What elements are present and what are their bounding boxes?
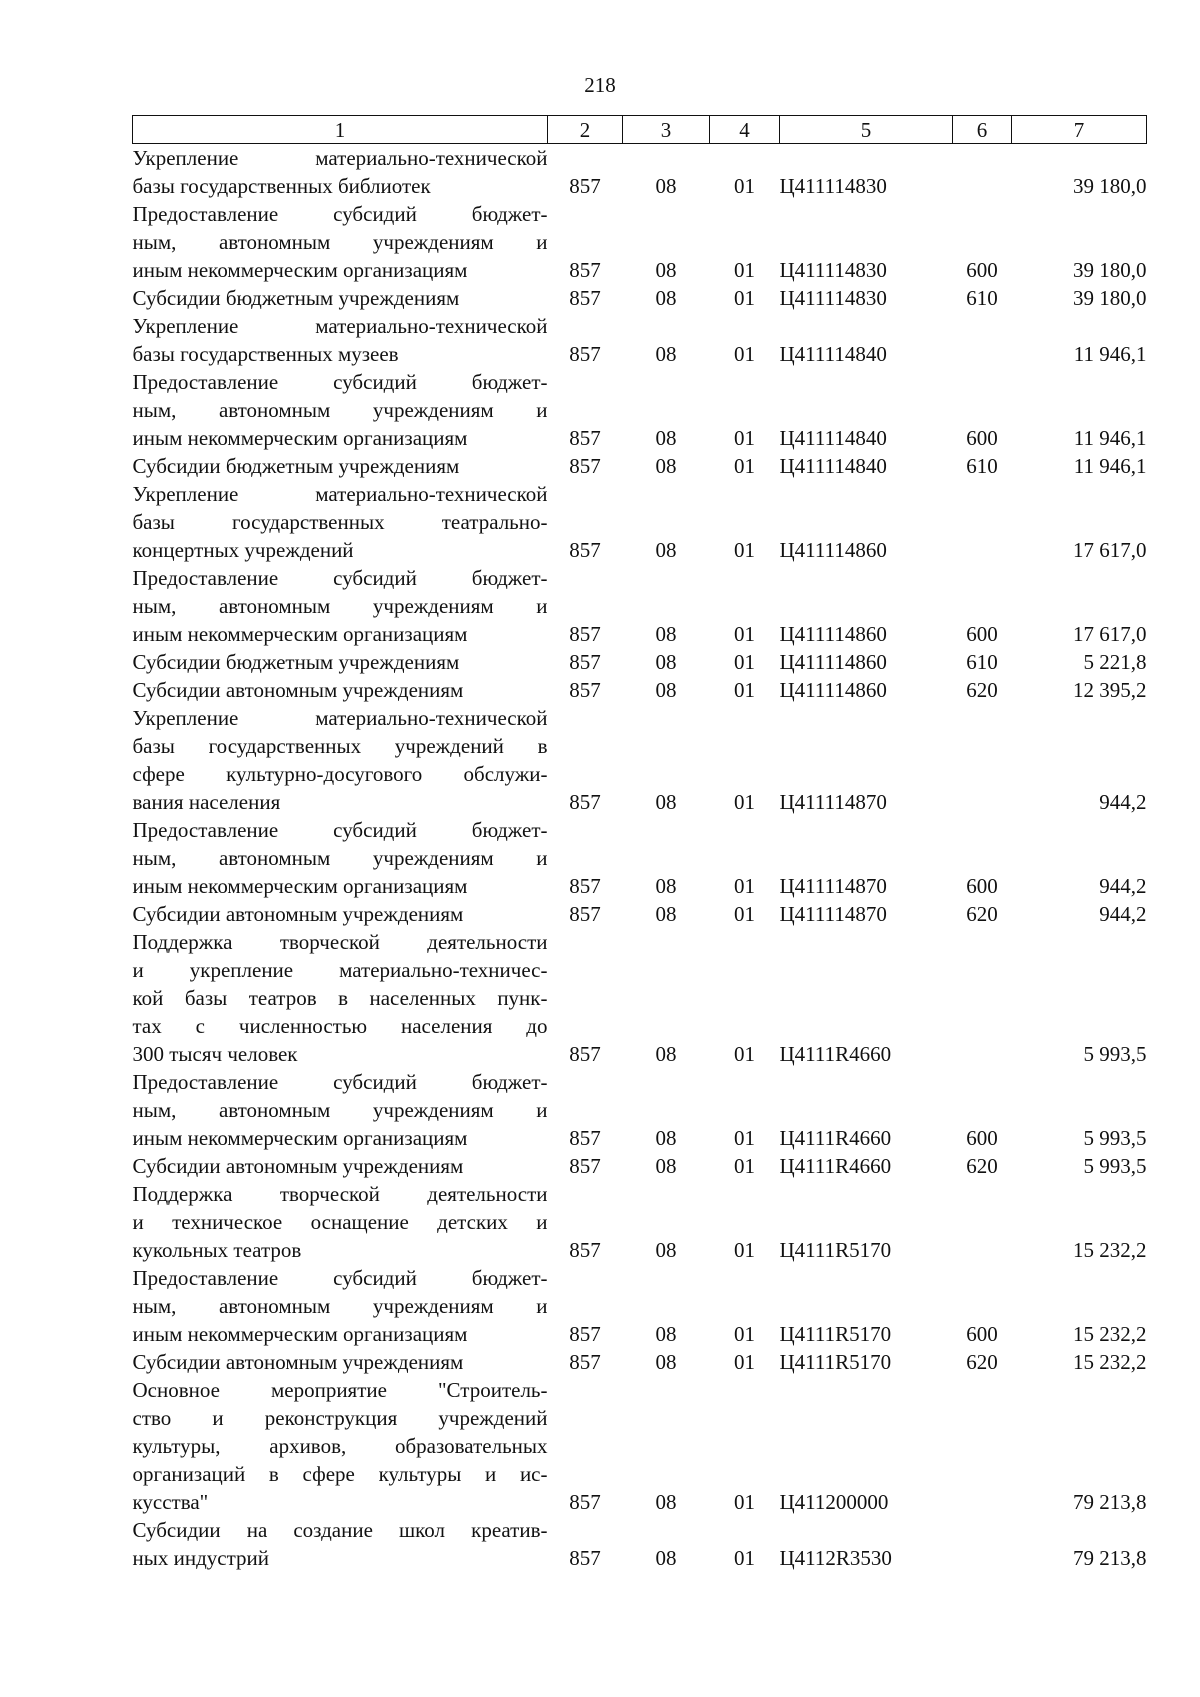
row-name <box>133 928 548 1068</box>
expense-type-code <box>953 1516 1012 1572</box>
section-code: 08 <box>655 678 677 702</box>
section-code: 08 <box>655 790 677 814</box>
row-name <box>133 200 548 284</box>
row-name <box>133 452 548 480</box>
row-name <box>133 1376 548 1516</box>
section-code: 08 <box>655 1126 677 1150</box>
subsection-code: 01 <box>734 874 755 898</box>
row-name-line: Укрепление материально-технической <box>132 706 548 730</box>
target-article-code: Ц4111R4660 <box>779 1126 892 1150</box>
table-row <box>133 284 1147 312</box>
target-article-code: Ц4111R5170 <box>779 1238 892 1262</box>
row-name-line: иным некоммерческим организациям <box>132 1126 468 1150</box>
row-name <box>133 704 548 816</box>
amount: 11 946,1 <box>1073 342 1147 366</box>
target-article-code: Ц411114860 <box>779 678 887 702</box>
row-name-line: кукольных театров <box>132 1238 302 1262</box>
ministry-code: 857 <box>569 1546 601 1570</box>
subsection-code: 01 <box>734 1350 755 1374</box>
section-code: 08 <box>655 342 677 366</box>
row-name-line: и укрепление материально-техничес- <box>132 958 548 982</box>
subsection-code: 01 <box>734 286 755 310</box>
amount: 17 617,0 <box>1073 538 1147 562</box>
amount: 15 232,2 <box>1073 1238 1147 1262</box>
row-name-line: Предоставление субсидий бюджет- <box>132 370 548 394</box>
section-code: 08 <box>655 1350 677 1374</box>
column-header-7: 7 <box>1012 116 1147 144</box>
ministry-code: 857 <box>569 874 601 898</box>
amount: 39 180,0 <box>1073 258 1147 282</box>
subsection-code: 01 <box>734 650 755 674</box>
target-article-code: Ц4111R5170 <box>779 1350 892 1374</box>
row-name-line: Предоставление субсидий бюджет- <box>132 566 548 590</box>
row-name-line: базы государственных музеев <box>132 342 399 366</box>
row-name-line: Предоставление субсидий бюджет- <box>132 1070 548 1094</box>
expense-type-code: 600 <box>966 874 998 898</box>
row-name-line: ным, автономным учреждениям и <box>132 594 548 618</box>
row-name <box>133 676 548 704</box>
table-row <box>133 200 1147 284</box>
subsection-code: 01 <box>734 426 755 450</box>
table-row <box>133 1348 1147 1376</box>
section-code: 08 <box>655 1490 677 1514</box>
ministry-code: 857 <box>569 1126 601 1150</box>
target-article-code: Ц411114870 <box>779 902 887 926</box>
section-code: 08 <box>655 258 677 282</box>
ministry-code: 857 <box>569 1322 601 1346</box>
table-row <box>133 900 1147 928</box>
ministry-code: 857 <box>569 426 601 450</box>
expense-type-code <box>953 480 1012 564</box>
row-name-line: Укрепление материально-технической <box>132 482 548 506</box>
subsection-code: 01 <box>734 538 755 562</box>
expense-type-code: 620 <box>966 678 998 702</box>
table-row <box>133 1264 1147 1348</box>
table-row <box>133 1180 1147 1264</box>
target-article-code: Ц411114870 <box>779 874 887 898</box>
row-name-line: Субсидии бюджетным учреждениям <box>132 650 460 674</box>
target-article-code: Ц411114830 <box>779 286 887 310</box>
ministry-code: 857 <box>569 286 601 310</box>
section-code: 08 <box>655 1238 677 1262</box>
row-name-line: Субсидии автономным учреждениям <box>132 1350 464 1374</box>
expense-type-code <box>953 1376 1012 1516</box>
target-article-code: Ц411114860 <box>779 622 887 646</box>
column-header-3: 3 <box>623 116 710 144</box>
row-name-line: иным некоммерческим организациям <box>132 622 468 646</box>
amount: 5 993,5 <box>1083 1042 1147 1066</box>
amount: 39 180,0 <box>1073 286 1147 310</box>
row-name <box>133 900 548 928</box>
row-name-line: иным некоммерческим организациям <box>132 258 468 282</box>
row-name-line: Субсидии на создание школ креатив- <box>132 1518 548 1542</box>
expense-type-code <box>953 928 1012 1068</box>
amount: 5 993,5 <box>1083 1126 1147 1150</box>
table-row <box>133 452 1147 480</box>
column-header-4: 4 <box>710 116 780 144</box>
expense-type-code <box>953 144 1012 201</box>
row-name-line: и техническое оснащение детских и <box>132 1210 548 1234</box>
page-number: 218 <box>584 73 616 97</box>
table-row <box>133 816 1147 900</box>
row-name-line: Субсидии автономным учреждениям <box>132 1154 464 1178</box>
row-name-line: кой базы театров в населенных пунк- <box>132 986 548 1010</box>
amount: 79 213,8 <box>1073 1490 1147 1514</box>
expense-type-code: 610 <box>966 454 998 478</box>
column-header-1: 1 <box>133 116 548 144</box>
amount: 11 946,1 <box>1073 426 1147 450</box>
row-name-line: базы государственных библиотек <box>132 174 431 198</box>
ministry-code: 857 <box>569 902 601 926</box>
row-name-line: Субсидии бюджетным учреждениям <box>132 286 460 310</box>
subsection-code: 01 <box>734 1154 755 1178</box>
target-article-code: Ц4112R3530 <box>779 1546 892 1570</box>
row-name-line: сфере культурно-досугового обслужи- <box>132 762 548 786</box>
table-row <box>133 676 1147 704</box>
row-name <box>133 648 548 676</box>
column-header-2: 2 <box>548 116 623 144</box>
subsection-code: 01 <box>734 174 755 198</box>
row-name-line: ным, автономным учреждениям и <box>132 230 548 254</box>
expense-type-code: 600 <box>966 426 998 450</box>
section-code: 08 <box>655 174 677 198</box>
target-article-code: Ц411114840 <box>779 426 887 450</box>
table-row <box>133 144 1147 201</box>
row-name-line: ным, автономным учреждениям и <box>132 398 548 422</box>
row-name-line: 300 тысяч человек <box>132 1042 298 1066</box>
amount: 79 213,8 <box>1073 1546 1147 1570</box>
table-row <box>133 1152 1147 1180</box>
row-name <box>133 480 548 564</box>
subsection-code: 01 <box>734 622 755 646</box>
row-name-line: Предоставление субсидий бюджет- <box>132 1266 548 1290</box>
subsection-code: 01 <box>734 1042 755 1066</box>
row-name-line: ным, автономным учреждениям и <box>132 1098 548 1122</box>
row-name-line: Поддержка творческой деятельности <box>132 930 548 954</box>
expense-type-code: 610 <box>966 286 998 310</box>
ministry-code: 857 <box>569 1042 601 1066</box>
row-name-line: базы государственных театрально- <box>132 510 548 534</box>
table-row <box>133 368 1147 452</box>
section-code: 08 <box>655 1322 677 1346</box>
expense-type-code <box>953 1180 1012 1264</box>
ministry-code: 857 <box>569 1238 601 1262</box>
amount: 5 221,8 <box>1083 650 1147 674</box>
expense-type-code: 620 <box>966 1350 998 1374</box>
row-name <box>133 1152 548 1180</box>
subsection-code: 01 <box>734 1126 755 1150</box>
table-row <box>133 928 1147 1068</box>
ministry-code: 857 <box>569 622 601 646</box>
amount: 11 946,1 <box>1073 454 1147 478</box>
subsection-code: 01 <box>734 790 755 814</box>
budget-table <box>132 115 1147 1572</box>
target-article-code: Ц411114840 <box>779 342 887 366</box>
amount: 17 617,0 <box>1073 622 1147 646</box>
subsection-code: 01 <box>734 1322 755 1346</box>
expense-type-code: 600 <box>966 1322 998 1346</box>
section-code: 08 <box>655 622 677 646</box>
row-name-line: Укрепление материально-технической <box>132 146 548 170</box>
table-row <box>133 312 1147 368</box>
row-name <box>133 312 548 368</box>
ministry-code: 857 <box>569 650 601 674</box>
amount: 5 993,5 <box>1083 1154 1147 1178</box>
row-name-line: тах с численностью населения до <box>132 1014 548 1038</box>
row-name-line: Предоставление субсидий бюджет- <box>132 818 548 842</box>
row-name-line: кусства" <box>132 1490 209 1514</box>
subsection-code: 01 <box>734 342 755 366</box>
row-name-line: иным некоммерческим организациям <box>132 426 468 450</box>
column-header-6: 6 <box>953 116 1012 144</box>
section-code: 08 <box>655 286 677 310</box>
row-name <box>133 1516 548 1572</box>
row-name-line: Субсидии автономным учреждениям <box>132 678 464 702</box>
row-name-line: ным, автономным учреждениям и <box>132 1294 548 1318</box>
subsection-code: 01 <box>734 902 755 926</box>
row-name <box>133 368 548 452</box>
section-code: 08 <box>655 1042 677 1066</box>
section-code: 08 <box>655 426 677 450</box>
expense-type-code: 610 <box>966 650 998 674</box>
expense-type-code: 600 <box>966 258 998 282</box>
row-name-line: Поддержка творческой деятельности <box>132 1182 548 1206</box>
ministry-code: 857 <box>569 174 601 198</box>
amount: 12 395,2 <box>1073 678 1147 702</box>
row-name-line: иным некоммерческим организациям <box>132 1322 468 1346</box>
section-code: 08 <box>655 902 677 926</box>
row-name-line: концертных учреждений <box>132 538 354 562</box>
row-name-line: ных индустрий <box>132 1546 269 1570</box>
section-code: 08 <box>655 538 677 562</box>
subsection-code: 01 <box>734 1546 755 1570</box>
amount: 15 232,2 <box>1073 1350 1147 1374</box>
ministry-code: 857 <box>569 1350 601 1374</box>
row-name-line: Субсидии автономным учреждениям <box>132 902 464 926</box>
subsection-code: 01 <box>734 678 755 702</box>
target-article-code: Ц411200000 <box>779 1490 889 1514</box>
expense-type-code <box>953 312 1012 368</box>
row-name-line: Укрепление материально-технической <box>132 314 548 338</box>
table-row <box>133 1068 1147 1152</box>
ministry-code: 857 <box>569 538 601 562</box>
row-name <box>133 284 548 312</box>
amount: 15 232,2 <box>1073 1322 1147 1346</box>
row-name <box>133 1264 548 1348</box>
row-name-line: ство и реконструкция учреждений <box>132 1406 548 1430</box>
expense-type-code <box>953 704 1012 816</box>
ministry-code: 857 <box>569 790 601 814</box>
target-article-code: Ц4111R5170 <box>779 1322 892 1346</box>
row-name-line: культуры, архивов, образовательных <box>132 1434 548 1458</box>
table-row <box>133 1516 1147 1572</box>
ministry-code: 857 <box>569 678 601 702</box>
row-name <box>133 144 548 201</box>
target-article-code: Ц411114830 <box>779 258 887 282</box>
target-article-code: Ц4111R4660 <box>779 1154 892 1178</box>
expense-type-code: 600 <box>966 622 998 646</box>
table-header-row <box>133 116 1147 144</box>
expense-type-code: 620 <box>966 902 998 926</box>
subsection-code: 01 <box>734 1238 755 1262</box>
row-name <box>133 1348 548 1376</box>
table-row <box>133 704 1147 816</box>
section-code: 08 <box>655 454 677 478</box>
section-code: 08 <box>655 874 677 898</box>
row-name-line: вания населения <box>132 790 281 814</box>
subsection-code: 01 <box>734 1490 755 1514</box>
table-row <box>133 480 1147 564</box>
row-name <box>133 1180 548 1264</box>
subsection-code: 01 <box>734 454 755 478</box>
table-row <box>133 564 1147 648</box>
expense-type-code: 620 <box>966 1154 998 1178</box>
row-name <box>133 816 548 900</box>
amount: 944,2 <box>1099 790 1147 814</box>
section-code: 08 <box>655 650 677 674</box>
row-name-line: базы государственных учреждений в <box>132 734 548 758</box>
row-name-line: Субсидии бюджетным учреждениям <box>132 454 460 478</box>
ministry-code: 857 <box>569 1490 601 1514</box>
row-name <box>133 1068 548 1152</box>
target-article-code: Ц411114840 <box>779 454 887 478</box>
target-article-code: Ц411114870 <box>779 790 887 814</box>
section-code: 08 <box>655 1154 677 1178</box>
row-name-line: Предоставление субсидий бюджет- <box>132 202 548 226</box>
row-name <box>133 564 548 648</box>
ministry-code: 857 <box>569 342 601 366</box>
target-article-code: Ц411114830 <box>779 174 887 198</box>
row-name-line: Основное мероприятие "Строитель- <box>132 1378 548 1402</box>
target-article-code: Ц411114860 <box>779 538 887 562</box>
amount: 39 180,0 <box>1073 174 1147 198</box>
amount: 944,2 <box>1099 902 1147 926</box>
target-article-code: Ц4111R4660 <box>779 1042 892 1066</box>
table-row <box>133 1376 1147 1516</box>
ministry-code: 857 <box>569 258 601 282</box>
row-name-line: ным, автономным учреждениям и <box>132 846 548 870</box>
expense-type-code: 600 <box>966 1126 998 1150</box>
column-header-5: 5 <box>780 116 953 144</box>
amount: 944,2 <box>1099 874 1147 898</box>
table-row <box>133 648 1147 676</box>
row-name-line: иным некоммерческим организациям <box>132 874 468 898</box>
target-article-code: Ц411114860 <box>779 650 887 674</box>
table-body <box>133 144 1147 1573</box>
subsection-code: 01 <box>734 258 755 282</box>
ministry-code: 857 <box>569 454 601 478</box>
ministry-code: 857 <box>569 1154 601 1178</box>
section-code: 08 <box>655 1546 677 1570</box>
row-name-line: организаций в сфере культуры и ис- <box>132 1462 548 1486</box>
